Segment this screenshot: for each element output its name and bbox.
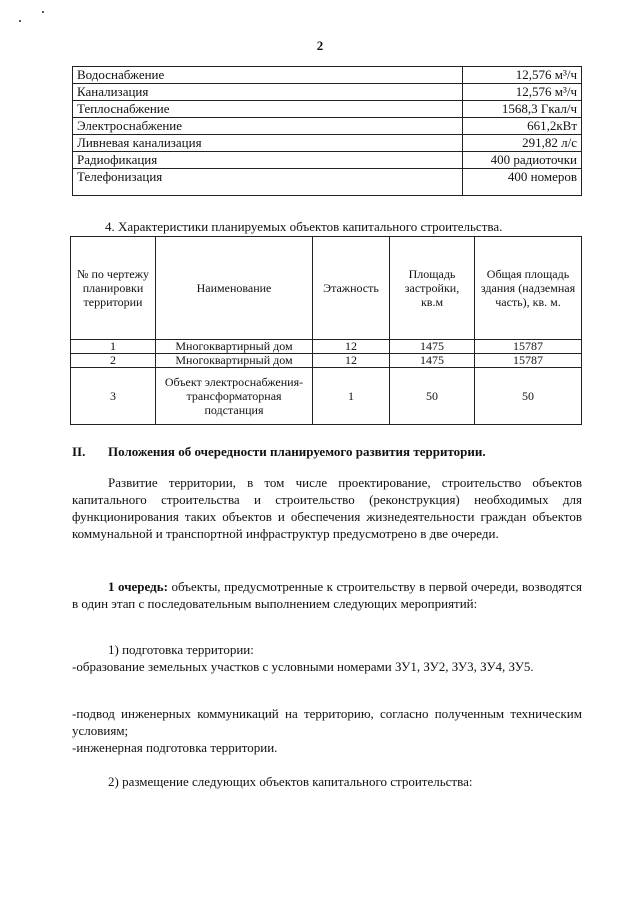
item-1: 1) подготовка территории:: [108, 642, 254, 657]
table-header-row: [71, 237, 582, 340]
table-cell: Объект электроснабжения-трансформаторная подстанция: [156, 368, 313, 425]
table-cell: 12: [313, 340, 390, 354]
scan-speck: [19, 20, 21, 22]
table-cell: 15787: [475, 354, 582, 368]
table-cell: 50: [475, 368, 582, 425]
table-cell: 1475: [390, 340, 475, 354]
utility-name: Ливневая канализация: [73, 135, 463, 152]
utility-value: 1568,3 Гкал/ч: [463, 101, 582, 118]
table-row: [71, 368, 582, 425]
section-2-title: Положения об очередности планируемого развития территории.: [108, 444, 486, 459]
item-2: 2) размещение следующих объектов капитального строительства:: [108, 774, 473, 789]
utility-name: Телефонизация: [73, 169, 463, 196]
utility-value: 12,576 м³/ч: [463, 84, 582, 101]
utility-name: Канализация: [73, 84, 463, 101]
table-row: [73, 84, 582, 101]
section-2-heading: [72, 444, 486, 460]
item-1-line-3: -инженерная подготовка территории.: [72, 740, 278, 755]
table-cell: Многоквартирный дом: [156, 340, 313, 354]
table-row: [71, 354, 582, 368]
paragraph-development: Развитие территории, в том числе проектирование, строительство объектов капитального строительства и строительство (реконструкция) необходимых для функционирования таких объектов и обеспечения жизнедеятельности граждан объектов коммунальной и транспортной инфраструктур предусмотрено в две очереди.: [72, 475, 582, 541]
utility-value: 661,2кВт: [463, 118, 582, 135]
table-cell: 50: [390, 368, 475, 425]
column-header: Наименование: [156, 237, 313, 340]
table-cell: 2: [71, 354, 156, 368]
table-row: [73, 101, 582, 118]
table-cell: 15787: [475, 340, 582, 354]
table-cell: Многоквартирный дом: [156, 354, 313, 368]
paragraph-first-stage: [72, 578, 582, 612]
table-cell: 1475: [390, 354, 475, 368]
first-stage-lead: 1 очередь:: [108, 579, 168, 594]
table-row: [73, 152, 582, 169]
utility-value: 12,576 м³/ч: [463, 67, 582, 84]
table-row: [73, 118, 582, 135]
page-number: 2: [316, 38, 324, 53]
objects-table: [70, 236, 582, 425]
section-2-number: II.: [72, 444, 86, 459]
column-header: Площадь застройки, кв.м: [390, 237, 475, 340]
table-row: [73, 135, 582, 152]
table-row: [73, 169, 582, 196]
utility-name: Радиофикация: [73, 152, 463, 169]
column-header: Этажность: [313, 237, 390, 340]
table-row: [73, 67, 582, 84]
utility-name: Электроснабжение: [73, 118, 463, 135]
table-cell: 12: [313, 354, 390, 368]
first-stage-text: объекты, предусмотренные к строительству в первой очереди, возводятся в один этап с последовательным выполнением следующих мероприятий:: [72, 579, 583, 611]
utility-value: 400 номеров: [463, 169, 582, 196]
table-cell: 3: [71, 368, 156, 425]
utility-name: Теплоснабжение: [73, 101, 463, 118]
table-cell: 1: [71, 340, 156, 354]
utility-name: Водоснабжение: [73, 67, 463, 84]
utilities-table: [72, 66, 582, 196]
table-cell: 1: [313, 368, 390, 425]
column-header: № по чертежу планировки территории: [71, 237, 156, 340]
utility-value: 400 радиоточки: [463, 152, 582, 169]
item-1-line-1: -образование земельных участков с условными номерами ЗУ1, ЗУ2, ЗУ3, ЗУ4, ЗУ5.: [72, 659, 534, 674]
utility-value: 291,82 л/с: [463, 135, 582, 152]
item-1-line-2: -подвод инженерных коммуникаций на территорию, согласно полученным техническим условиям;: [72, 706, 582, 738]
column-header: Общая площадь здания (надземная часть), кв. м.: [475, 237, 582, 340]
table-row: [71, 340, 582, 354]
section-4-title: 4. Характеристики планируемых объектов капитального строительства.: [105, 219, 503, 234]
scan-speck: [42, 11, 44, 13]
